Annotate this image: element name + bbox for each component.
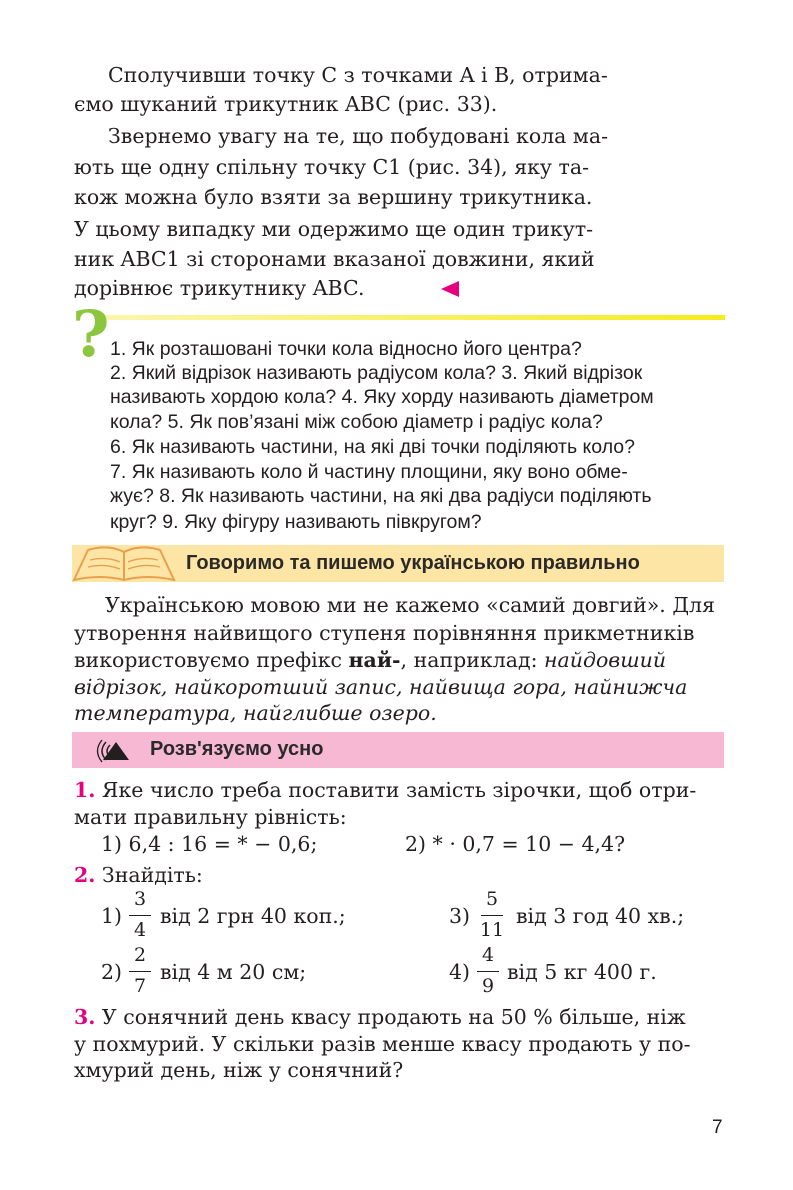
- fraction-bar: [477, 971, 499, 972]
- fraction-denominator: 4: [133, 919, 147, 941]
- question-line: 1. Як розташовані точки кола відносно його центра?: [110, 338, 582, 360]
- task-number: 3.: [74, 1005, 96, 1029]
- end-of-proof-triangle-icon: [439, 279, 461, 299]
- question-line: 2. Який відрізок називають радіусом кола? 3. Який відрізок: [110, 362, 643, 384]
- task-2-item-label: 4): [449, 960, 471, 984]
- task-number: 1.: [74, 778, 96, 802]
- question-mark-icon: ?: [72, 297, 110, 372]
- fraction-numerator: 3: [133, 888, 147, 910]
- task-3-line: хмурий день, ніж у сонячний?: [74, 1058, 404, 1082]
- task-2-item-label: 3): [449, 904, 471, 928]
- language-tip-text: використовуємо префікс: [74, 648, 349, 672]
- language-tip-examples: відрізок, найкоротший запис, найвища гора, найнижча: [74, 675, 688, 699]
- open-book-icon: [68, 540, 180, 586]
- language-tip-title: Говоримо та пишемо українською правильно: [186, 552, 640, 574]
- questions-rule: [99, 314, 725, 322]
- intro-line: кож можна було взяти за вершину трикутника.: [74, 185, 593, 209]
- intro-line: Звернемо увагу на те, що побудовані кола ма-: [108, 124, 609, 148]
- fraction-bar: [129, 971, 151, 972]
- task-2-item-text: від 5 кг 400 г.: [507, 960, 657, 984]
- intro-line: дорівнює трикутнику ABC.: [74, 276, 365, 300]
- fraction-bar: [129, 915, 151, 916]
- question-line: називають хордою кола? 4. Яку хорду називають діаметром: [110, 386, 654, 408]
- task-2-item-label: 1): [101, 904, 123, 928]
- fraction-bar: [481, 915, 503, 916]
- question-line: круг? 9. Яку фігуру називають півкругом?: [110, 511, 482, 533]
- task-2-item-text: від 3 год 40 хв.;: [516, 904, 685, 928]
- task-1-option: 2) * · 0,7 = 10 − 4,4?: [405, 832, 626, 856]
- intro-line: ють ще одну спільну точку C1 (рис. 34), яку та-: [74, 155, 590, 179]
- language-tip-text: , наприклад:: [400, 648, 545, 672]
- fraction-numerator: 5: [485, 888, 499, 910]
- question-line: кола? 5. Як пов’язані між собою діаметр і радіус кола?: [110, 411, 603, 433]
- task-1-line: мати правильну рівність:: [74, 805, 347, 829]
- fraction-denominator: 11: [479, 919, 505, 941]
- language-tip-line: Українською мовою ми не кажемо «самий довгий». Для: [105, 593, 715, 617]
- task-3-line: у похмурий. У скільки разів менше квасу продають у по-: [74, 1032, 691, 1056]
- question-line: 7. Як називають коло й частину площини, яку воно обме-: [110, 461, 628, 483]
- task-2-item-text: від 4 м 20 см;: [160, 960, 307, 984]
- fraction-denominator: 7: [133, 975, 147, 997]
- speaking-icon: [96, 738, 136, 764]
- task-text: Знайдіть:: [95, 863, 203, 887]
- task-2-line: [74, 863, 203, 887]
- intro-line: ник ABC1 зі сторонами вказаної довжини, який: [74, 247, 595, 271]
- fraction-numerator: 4: [481, 944, 495, 966]
- intro-line: У цьому випадку ми одержимо ще один трикут-: [74, 217, 594, 241]
- intro-line: Сполучивши точку C з точками A і B, отрима-: [108, 63, 608, 87]
- page-number: 7: [712, 1117, 723, 1138]
- question-line: жує? 8. Як називають частини, на які два радіуси поділяють: [110, 485, 652, 507]
- task-1-line: [74, 778, 696, 802]
- question-line: 6. Як називають частини, на які дві точки поділяють коло?: [110, 436, 635, 458]
- intro-line: ємо шуканий трикутник ABC (рис. 33).: [74, 92, 498, 116]
- language-tip-line: утворення найвищого ступеня порівняння прикметників: [74, 621, 695, 645]
- language-tip-line: [74, 648, 666, 672]
- prefix-highlight: най-: [348, 648, 401, 672]
- task-2-item-text: від 2 грн 40 коп.;: [160, 904, 346, 928]
- fraction-numerator: 2: [133, 944, 147, 966]
- task-text: Яке число треба поставити замість зірочки, щоб отри-: [95, 778, 697, 802]
- task-2-item-label: 2): [101, 960, 123, 984]
- task-text: У сонячний день квасу продають на 50 % більше, ніж: [95, 1005, 686, 1029]
- fraction-denominator: 9: [481, 975, 495, 997]
- task-1-option: 1) 6,4 : 16 = * − 0,6;: [101, 832, 318, 856]
- oral-tasks-title: Розв'язуємо усно: [150, 738, 324, 760]
- language-tip-examples: температура, найглибше озеро.: [74, 701, 437, 725]
- task-number: 2.: [74, 863, 96, 887]
- example-words: найдовший: [544, 648, 667, 672]
- task-3-line: [74, 1005, 686, 1029]
